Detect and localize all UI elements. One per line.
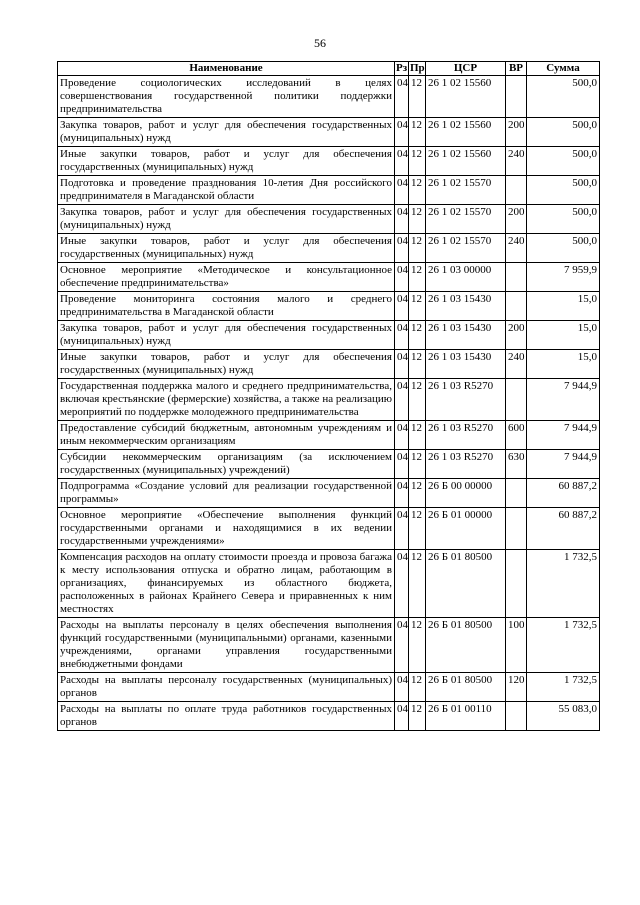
row-vr — [506, 263, 527, 292]
row-sum: 1 732,5 — [527, 550, 600, 618]
row-csr: 26 1 03 15430 — [426, 350, 506, 379]
row-csr: 26 Б 01 80500 — [426, 618, 506, 673]
row-vr: 240 — [506, 147, 527, 176]
header-sum: Сумма — [527, 62, 600, 76]
row-rz: 04 — [395, 76, 409, 118]
table-row — [58, 234, 600, 263]
row-rz: 04 — [395, 147, 409, 176]
row-rz: 04 — [395, 350, 409, 379]
row-pr: 12 — [409, 379, 426, 421]
header-pr: Пр — [410, 62, 425, 74]
row-csr: 26 1 03 15430 — [426, 292, 506, 321]
row-csr: 26 Б 01 80500 — [426, 673, 506, 702]
header-rz: Рз — [396, 62, 408, 74]
row-sum: 7 959,9 — [527, 263, 600, 292]
row-vr: 200 — [506, 205, 527, 234]
row-sum: 60 887,2 — [527, 508, 600, 550]
table-row — [58, 702, 600, 731]
row-rz: 04 — [395, 234, 409, 263]
row-name: Расходы на выплаты по оплате труда работников государственных органов — [58, 702, 395, 731]
row-sum: 500,0 — [527, 234, 600, 263]
row-pr: 12 — [409, 350, 426, 379]
row-csr: 26 1 02 15560 — [426, 147, 506, 176]
row-pr: 12 — [409, 263, 426, 292]
row-sum: 7 944,9 — [527, 379, 600, 421]
row-rz: 04 — [395, 263, 409, 292]
row-rz: 04 — [395, 118, 409, 147]
row-csr: 26 Б 01 00000 — [426, 508, 506, 550]
row-pr: 12 — [409, 479, 426, 508]
row-rz: 04 — [395, 702, 409, 731]
row-name: Субсидии некоммерческим организациям (за исключением государственных (муниципальных) учреждений) — [58, 450, 395, 479]
row-name: Основное мероприятие «Методическое и консультационное обеспечение предпринимательства» — [58, 263, 395, 292]
row-sum: 500,0 — [527, 147, 600, 176]
row-vr: 200 — [506, 118, 527, 147]
table-row — [58, 479, 600, 508]
table-row — [58, 292, 600, 321]
row-vr — [506, 479, 527, 508]
row-sum: 15,0 — [527, 321, 600, 350]
row-rz: 04 — [395, 205, 409, 234]
table-row — [58, 147, 600, 176]
row-name: Закупка товаров, работ и услуг для обеспечения государственных (муниципальных) нужд — [58, 205, 395, 234]
row-csr: 26 1 02 15560 — [426, 76, 506, 118]
row-name: Проведение социологических исследований в целях совершенствования государственной политики поддержки предпринимательства — [58, 76, 395, 118]
row-pr: 12 — [409, 421, 426, 450]
table-row — [58, 379, 600, 421]
row-name: Иные закупки товаров, работ и услуг для обеспечения государственных (муниципальных) нужд — [58, 234, 395, 263]
row-vr — [506, 292, 527, 321]
row-vr: 240 — [506, 350, 527, 379]
row-vr — [506, 508, 527, 550]
row-pr: 12 — [409, 234, 426, 263]
page-number: 56 — [314, 36, 326, 50]
row-rz: 04 — [395, 321, 409, 350]
row-csr: 26 1 03 00000 — [426, 263, 506, 292]
row-name: Расходы на выплаты персоналу государственных (муниципальных) органов — [58, 673, 395, 702]
row-name: Закупка товаров, работ и услуг для обеспечения государственных (муниципальных) нужд — [58, 321, 395, 350]
row-vr: 120 — [506, 673, 527, 702]
table-row — [58, 421, 600, 450]
row-rz: 04 — [395, 508, 409, 550]
table-row — [58, 618, 600, 673]
row-sum: 1 732,5 — [527, 618, 600, 673]
table-row — [58, 118, 600, 147]
row-rz: 04 — [395, 479, 409, 508]
header-name: Наименование — [58, 62, 395, 76]
row-name: Государственная поддержка малого и среднего предпринимательства, включая крестьянские (фермерские) хозяйства, а также на реализацию мероприятий по поддержке молодежного предпринимательства — [58, 379, 395, 421]
table-body — [58, 76, 600, 731]
row-rz: 04 — [395, 379, 409, 421]
row-pr: 12 — [409, 321, 426, 350]
table-row — [58, 508, 600, 550]
row-name: Компенсация расходов на оплату стоимости проезда и провоза багажа к месту использования отпуска и обратно лицам, работающим в организациях, финансируемых из областного бюджета, расположенных в районах Крайнего Севера и приравненных к ним местностях — [58, 550, 395, 618]
row-vr: 200 — [506, 321, 527, 350]
row-csr: 26 1 02 15560 — [426, 118, 506, 147]
row-pr: 12 — [409, 450, 426, 479]
row-name: Расходы на выплаты персоналу в целях обеспечения выполнения функций государственными (муниципальными) органами, казенными учреждениями, органами управления государственными внебюджетными фондами — [58, 618, 395, 673]
row-vr — [506, 176, 527, 205]
row-sum: 7 944,9 — [527, 421, 600, 450]
row-sum: 500,0 — [527, 176, 600, 205]
row-rz: 04 — [395, 176, 409, 205]
row-pr: 12 — [409, 508, 426, 550]
row-rz: 04 — [395, 421, 409, 450]
row-vr — [506, 76, 527, 118]
budget-table — [57, 61, 600, 731]
table-header-row — [58, 62, 600, 76]
row-pr: 12 — [409, 618, 426, 673]
row-rz: 04 — [395, 618, 409, 673]
row-rz: 04 — [395, 550, 409, 618]
row-sum: 500,0 — [527, 76, 600, 118]
row-name: Проведение мониторинга состояния малого и среднего предпринимательства в Магаданской области — [58, 292, 395, 321]
row-csr: 26 1 03 15430 — [426, 321, 506, 350]
table-row — [58, 350, 600, 379]
table-row — [58, 76, 600, 118]
row-name: Основное мероприятие «Обеспечение выполнения функций государственными органами и находящимися в их ведении государственными учреждениями» — [58, 508, 395, 550]
row-vr: 600 — [506, 421, 527, 450]
row-vr: 630 — [506, 450, 527, 479]
row-pr: 12 — [409, 673, 426, 702]
row-sum: 60 887,2 — [527, 479, 600, 508]
table-row — [58, 550, 600, 618]
row-rz: 04 — [395, 450, 409, 479]
row-name: Иные закупки товаров, работ и услуг для обеспечения государственных (муниципальных) нужд — [58, 350, 395, 379]
table-row — [58, 673, 600, 702]
row-pr: 12 — [409, 176, 426, 205]
row-name: Предоставление субсидий бюджетным, автономным учреждениям и иным некоммерческим организациям — [58, 421, 395, 450]
row-sum: 15,0 — [527, 350, 600, 379]
row-csr: 26 1 02 15570 — [426, 176, 506, 205]
row-name: Подпрограмма «Создание условий для реализации государственной программы» — [58, 479, 395, 508]
table-row — [58, 321, 600, 350]
table-row — [58, 263, 600, 292]
row-name: Иные закупки товаров, работ и услуг для обеспечения государственных (муниципальных) нужд — [58, 147, 395, 176]
row-sum: 500,0 — [527, 118, 600, 147]
row-sum: 7 944,9 — [527, 450, 600, 479]
table-row — [58, 205, 600, 234]
header-csr: ЦСР — [426, 62, 506, 76]
row-csr: 26 Б 00 00000 — [426, 479, 506, 508]
header-vr: ВР — [506, 62, 527, 76]
row-csr: 26 1 02 15570 — [426, 234, 506, 263]
row-sum: 15,0 — [527, 292, 600, 321]
row-csr: 26 1 03 R5270 — [426, 379, 506, 421]
row-csr: 26 Б 01 80500 — [426, 550, 506, 618]
row-vr — [506, 550, 527, 618]
row-rz: 04 — [395, 673, 409, 702]
row-pr: 12 — [409, 147, 426, 176]
row-csr: 26 1 02 15570 — [426, 205, 506, 234]
row-vr: 100 — [506, 618, 527, 673]
row-pr: 12 — [409, 292, 426, 321]
row-csr: 26 1 03 R5270 — [426, 421, 506, 450]
row-csr: 26 Б 01 00110 — [426, 702, 506, 731]
row-csr: 26 1 03 R5270 — [426, 450, 506, 479]
table-row — [58, 450, 600, 479]
row-vr — [506, 379, 527, 421]
row-pr: 12 — [409, 702, 426, 731]
row-vr — [506, 702, 527, 731]
table-row — [58, 176, 600, 205]
row-pr: 12 — [409, 76, 426, 118]
row-sum: 1 732,5 — [527, 673, 600, 702]
row-name: Подготовка и проведение празднования 10-летия Дня российского предпринимателя в Магаданской области — [58, 176, 395, 205]
row-name: Закупка товаров, работ и услуг для обеспечения государственных (муниципальных) нужд — [58, 118, 395, 147]
row-vr: 240 — [506, 234, 527, 263]
row-pr: 12 — [409, 118, 426, 147]
row-rz: 04 — [395, 292, 409, 321]
row-pr: 12 — [409, 205, 426, 234]
row-sum: 500,0 — [527, 205, 600, 234]
row-sum: 55 083,0 — [527, 702, 600, 731]
row-pr: 12 — [409, 550, 426, 618]
